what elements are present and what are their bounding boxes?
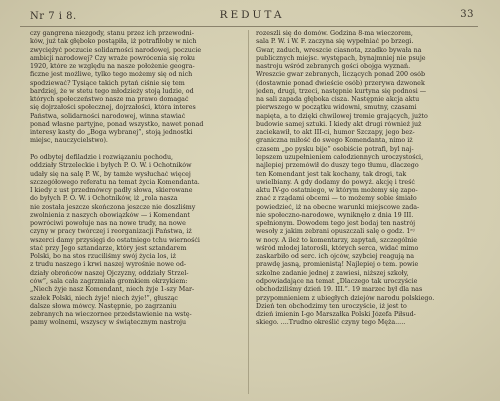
text-line: napięta, a to dzięki chwilowej tremie grających, jużto [256,112,428,120]
text-line: zaciekawił, to akt III-ci, humor Szczapy, jego bez- [256,129,415,137]
column-divider [248,30,249,394]
text-line: stać przy Jego sztandarze, który jest sztandarem [30,244,187,252]
text-line: dzień imienin I-go Marszałka Polski Józefa Piłsud- [256,311,416,319]
right-text-column [256,30,468,394]
text-line: nie społeczno-narodowe, wyniknęło z dnia 19 III. [256,211,414,219]
text-line: w nocy. A ileż to komentarzy, zapytań, szczególnie [256,236,418,244]
text-line: zebranych na wieczornee przedstawienie na wstę- [30,311,192,319]
text-line: pamy wolnemi, wszyscy w świątecznym nastroju [30,319,187,327]
text-line: zwolnienia z naszych obowiązków — i Komendant [30,211,190,219]
page-header [30,7,474,25]
text-line: z trudu naszego i krwi naszej wyrośnie nowe od- [30,261,187,269]
text-line: powiedzieć, iż na obecne warunki miejscowe zada- [256,203,420,211]
text-line: pierwszego w początku widowni, smutny, czasami [256,104,417,112]
text-line: najlepiej przemówił do duszy tego tłumu, dlaczego [256,162,419,170]
text-line: szałek Polski, niech żyje! niech żyje!”, głusząc [30,294,178,302]
text-line: miejsc, nauczycielstwo). [30,137,108,145]
text-line [30,146,242,154]
text-line: się dojrzałości społecznej, dojrzałości, która interes [30,104,196,112]
text-line: publicznych miejsc. występach, bynajmniej nie psuje [256,54,426,62]
text-line: czyny w pracy twórczej i reorganizacji Państwa, iż [30,228,192,236]
text-line: Dzień ten obchodzimy ten uroczyście, iż jest to [256,302,407,310]
text-line: bardziej, że w stetu tego młodzieży stoją ludzie, od [30,87,194,95]
text-line: nastroju wśród zebranych gości obojga wyznań. [256,63,411,71]
text-line: 1920, które ze względu na nasze położenie geogra- [30,63,195,71]
text-line: zwyciężyć poczucie solidarności narodowej, poczucie [30,46,202,54]
text-line: I kiedy z ust przedmówcy padły słowa, skierowane [30,187,193,195]
text-line: wśród młodej latorośli, których serca, widać mimo [256,244,419,252]
text-line: czy gangrena niezgody, stanu przez ich przewodni- [30,30,194,37]
text-line: (dostawnie ponad dwieście osób) przerywa dzwonek [256,79,425,87]
text-line: aktu IV-go ostatniego, w którym możemy się zapo- [256,187,418,195]
left-text-column [30,30,242,394]
text-line: Po odbytej defiladzie i rozwiązaniu pochodu, [30,153,174,161]
issue-number: Nr 7 i 8. [30,11,77,22]
text-line: na sali zapada głęboka cisza. Następnie akcja aktu [256,96,420,104]
text-line: zaskarbiło od serc. ich ojców, szybciej reagują na [256,253,415,261]
text-line: do byłych P. O. W. i Ochotników, iż „rola nasza [30,195,178,203]
text-line: znać z rządami obcemi — to możemy sobie śmiało [256,195,417,203]
header-rule [20,26,478,27]
text-line: wesoły z jakim zebrani opuszczali salę o godz. 1ᵉʲ [256,228,415,236]
text-line: nie została jeszcze skończona jeszcze nie doszliśmy [30,203,196,211]
text-line: przypomnieniem z ubiegłych dziejów narodu polskiego. [256,294,435,302]
text-line: jeden, drugi, trzeci, następnie kurtyna się podnosi — [256,87,427,95]
text-line: rozeszli się do domów. Godzina 8-ma wieczorem, [256,30,413,37]
page-number: 33 [460,9,474,20]
text-line: obchodziliśmy dzień 19. III.”. 19 marzec był dla nas [256,286,423,294]
text-line: ków, już tak głęboko postąpiła, iż potrafiłoby w nich [30,38,197,46]
text-line: sala P. W. i W. F. zaczyna się wypełniać po brzegi. [256,38,414,46]
text-line: Gwar, zaduch, wreszcie ciasnota, zzadko bywała na [256,46,422,54]
text-line: ców”, sala cała zagrzmiała gromkiem okrzykiem: [30,277,188,285]
text-line: wszerci damy przysięgi do ostatniego tchu wiernośći [30,236,200,244]
text-line: Państwa, solidarności narodowej, winna stawiać [30,112,186,120]
text-line: prawdę jasną, promienistą! Najlepiej o tem. powie [256,261,419,269]
text-line: interesy kasty do „Boga wybranej”, stoją jednostki [30,129,193,137]
journal-title: REDUTA [219,9,285,21]
text-line: odpowiadające na temat „Dlaczego tak uroczyście [256,277,418,285]
text-line: czasem „po pysku bije” osobiście potrafi, byl naj- [256,145,414,153]
text-line: Polski, bo na stos rzuciliśmy swój życia los, iż [30,253,176,261]
text-line: lepszem uzupełnieniem całodziennych uroczystości, [256,153,424,161]
text-line: graniczna miłość do swego Komendanta, nimo iż [256,137,413,145]
text-line: dalsze słowa mówcy. Następnie, po zagrzaniu [30,302,177,310]
text-line: ponad własne partyjne, ponad wszystko, nawet ponad [30,120,204,128]
text-line: uwielbiany. A gdy dodamy do powyż. akcję i treść [256,178,415,186]
text-line: powróciwi powołuje nas na nowe trudy, na nowe [30,220,186,228]
text-line: udały się na salę P. W., by tamże wysłuchać więcej [30,170,191,178]
text-line: spełnionym. Dowodem tego jest bodaj ten nastrój [256,220,416,228]
text-line: działy obrońców naszej Ojczyzny, oddziały Strzel- [30,269,189,277]
text-line: skiego. ....Trudno określić czyny tego Męża..... [256,319,406,327]
text-line: ficzne jest możliwe, tylko tego możemy się od nich [30,71,193,79]
text-line: Wreszcie gwar zebranych, liczących ponad 200 osób [256,71,426,79]
text-line: budowie samej sztuki. I kiedy akt drugi również już [256,120,422,128]
text-line: ten Komendant jest tak kochany, tak drogi, tak [256,170,407,178]
text-line: spodziewać? Tysiące takich pytań ciśnie się tem [30,79,185,87]
text-line: oddziały Strzeleckie i byłych P. O. W. i Ochotników [30,162,192,170]
text-line: szczegółowego referatu na temat życia Komendanta. [30,178,200,186]
text-line: „Niech żyje nasz Komendant, niech żyje 1-szy Mar- [30,286,195,294]
text-line: szkolne zadanie jednej z zawiesi, niższej szkoły, [256,269,409,277]
text-line: ambicji narodowej? Czy wraże powrócenia się roku [30,54,195,62]
text-line: których społeczeństwo nasze ma prawo domagać [30,96,189,104]
